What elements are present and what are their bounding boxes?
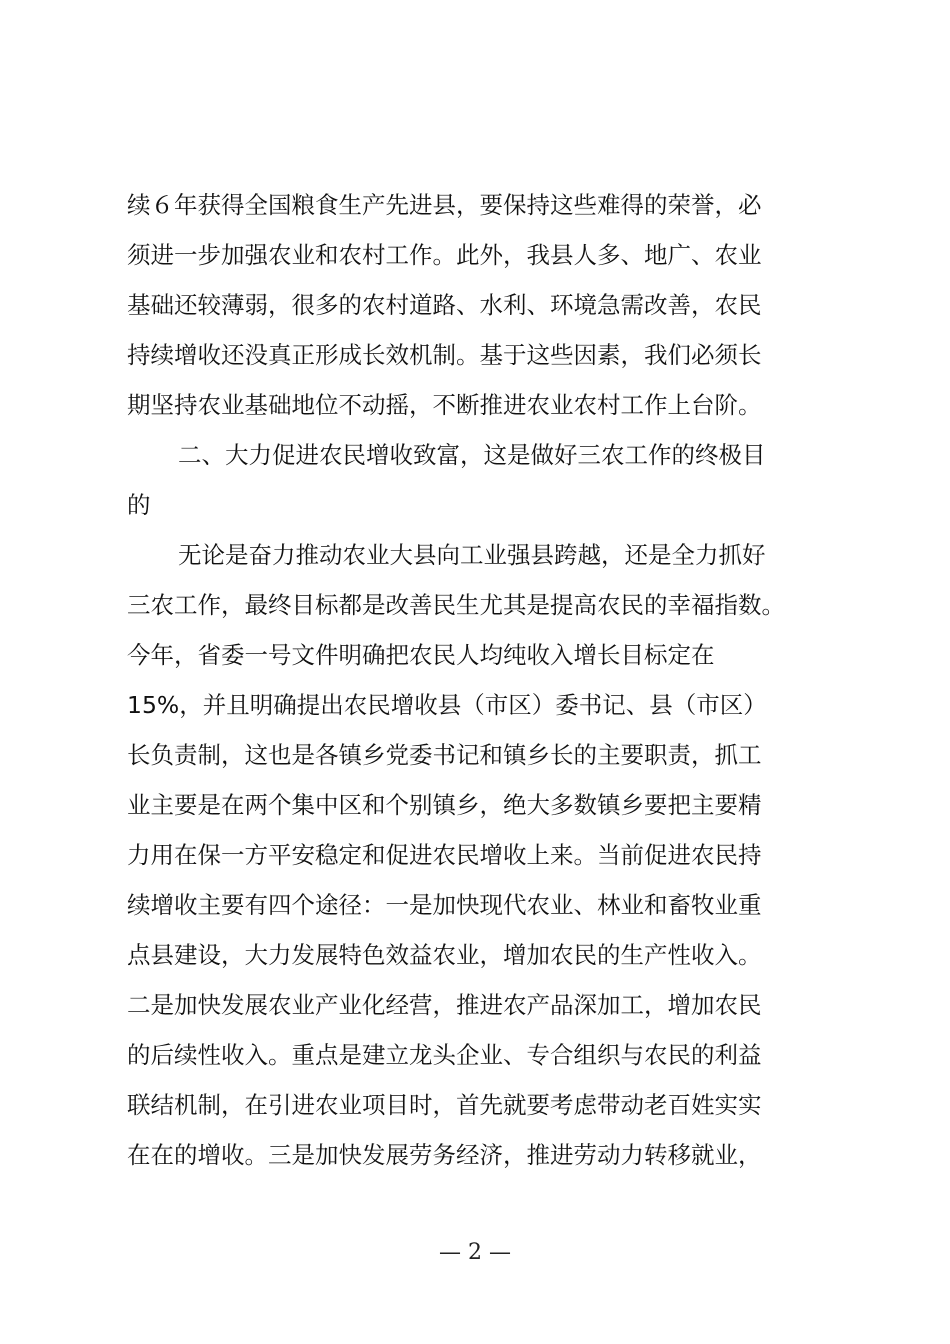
text-line-15: 续增收主要有四个途径：一是加快现代农业、林业和畜牧业重 (127, 891, 762, 919)
text-line-11: 15%，并且明确提出农民增收县（市区）委书记、县（市区） (127, 691, 767, 719)
text-line-16: 点县建设，大力发展特色效益农业，增加农民的生产性收入。 (127, 941, 762, 969)
text-line-12: 长负责制，这也是各镇乡党委书记和镇乡长的主要职责，抓工 (127, 741, 762, 769)
text-line-20: 在在的增收。三是加快发展劳务经济，推进劳动力转移就业， (127, 1141, 762, 1169)
text-line-3: 基础还较薄弱，很多的农村道路、水利、环境急需改善，农民 (127, 291, 762, 319)
text-line-13: 业主要是在两个集中区和个别镇乡，绝大多数镇乡要把主要精 (127, 791, 762, 819)
text-line-17: 二是加快发展农业产业化经营，推进农产品深加工，增加农民 (127, 991, 762, 1019)
text-line-4: 持续增收还没真正形成长效机制。基于这些因素，我们必须长 (127, 341, 762, 369)
text-line-9: 三农工作，最终目标都是改善民生尤其是提高农民的幸福指数。 (127, 591, 785, 619)
page-number: — 2 — (439, 1240, 511, 1265)
text-line-2: 须进一步加强农业和农村工作。此外，我县人多、地广、农业 (127, 241, 762, 269)
text-line-1: 续６年获得全国粮食生产先进县，要保持这些难得的荣誉，必 (127, 191, 762, 219)
text-line-8: 无论是奋力推动农业大县向工业强县跨越，还是全力抓好 (178, 541, 766, 569)
text-line-5: 期坚持农业基础地位不动摇，不断推进农业农村工作上台阶。 (127, 391, 762, 419)
text-line-14: 力用在保一方平安稳定和促进农民增收上来。当前促进农民持 (127, 841, 762, 869)
text-line-10: 今年，省委一号文件明确把农民人均纯收入增长目标定在 (127, 641, 715, 669)
text-line-19: 联结机制，在引进农业项目时，首先就要考虑带动老百姓实实 (127, 1091, 762, 1119)
section-heading-2-cont: 的 (127, 491, 151, 519)
text-line-18: 的后续性收入。重点是建立龙头企业、专合组织与农民的利益 (127, 1041, 762, 1069)
section-heading-2: 二、大力促进农民增收致富，这是做好三农工作的终极目 (178, 441, 766, 469)
